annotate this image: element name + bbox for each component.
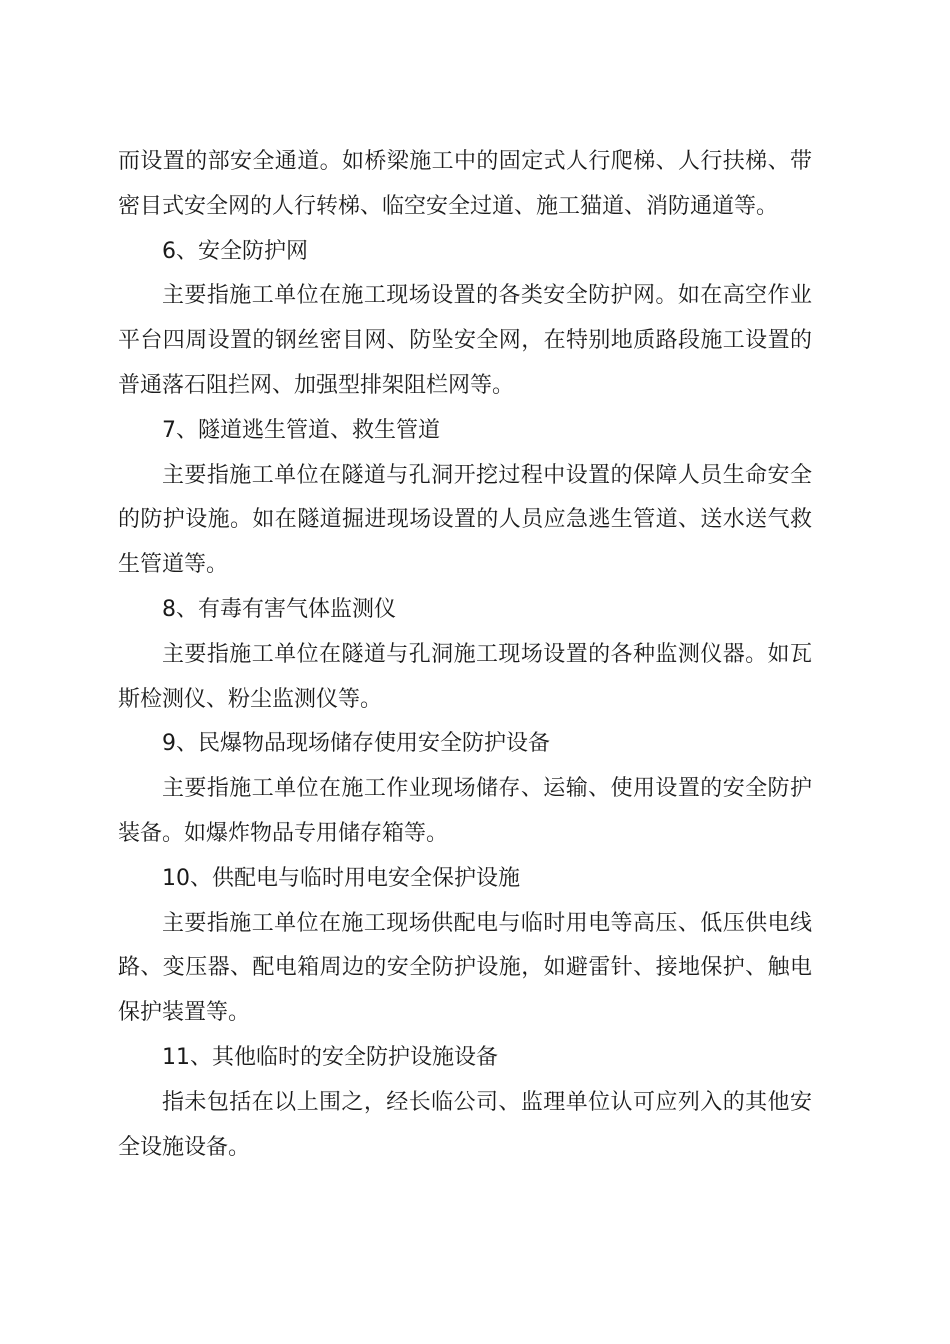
body-paragraph: 主要指施工单位在施工现场供配电与临时用电等高压、低压供电线路、变压器、配电箱周边的安全防护设施，如避雷针、接地保护、触电保护装置等。 — [118, 910, 812, 1026]
body-paragraph: 而设置的部安全通道。如桥梁施工中的固定式人行爬梯、人行扶梯、带密目式安全网的人行转梯、临空安全过道、施工猫道、消防通道等。 — [118, 149, 812, 219]
section-heading: 8、有毒有害气体监测仪 — [162, 596, 396, 622]
body-paragraph: 主要指施工单位在隧道与孔洞开挖过程中设置的保障人员生命安全的防护设施。如在隧道掘进现场设置的人员应急逃生管道、送水送气救生管道等。 — [118, 462, 812, 578]
body-paragraph: 主要指施工单位在隧道与孔洞施工现场设置的各种监测仪器。如瓦斯检测仪、粉尘监测仪等。 — [118, 641, 812, 712]
body-paragraph: 主要指施工单位在施工作业现场储存、运输、使用设置的安全防护装备。如爆炸物品专用储存箱等。 — [118, 776, 812, 846]
section-heading: 9、民爆物品现场储存使用安全防护设备 — [162, 731, 550, 757]
section-heading: 7、隧道逃生管道、救生管道 — [162, 417, 440, 443]
document-page — [118, 140, 812, 1170]
section-heading: 11、其他临时的安全防护设施设备 — [162, 1044, 498, 1070]
section-heading: 6、安全防护网 — [162, 238, 308, 264]
body-paragraph: 主要指施工单位在施工现场设置的各类安全防护网。如在高空作业平台四周设置的钢丝密目网、防坠安全网，在特别地质路段施工设置的普通落石阻拦网、加强型排架阻栏网等。 — [118, 283, 812, 398]
body-paragraph: 指未包括在以上围之，经长临公司、监理单位认可应列入的其他安全设施设备。 — [118, 1089, 812, 1160]
section-heading: 10、供配电与临时用电安全保护设施 — [162, 865, 520, 891]
